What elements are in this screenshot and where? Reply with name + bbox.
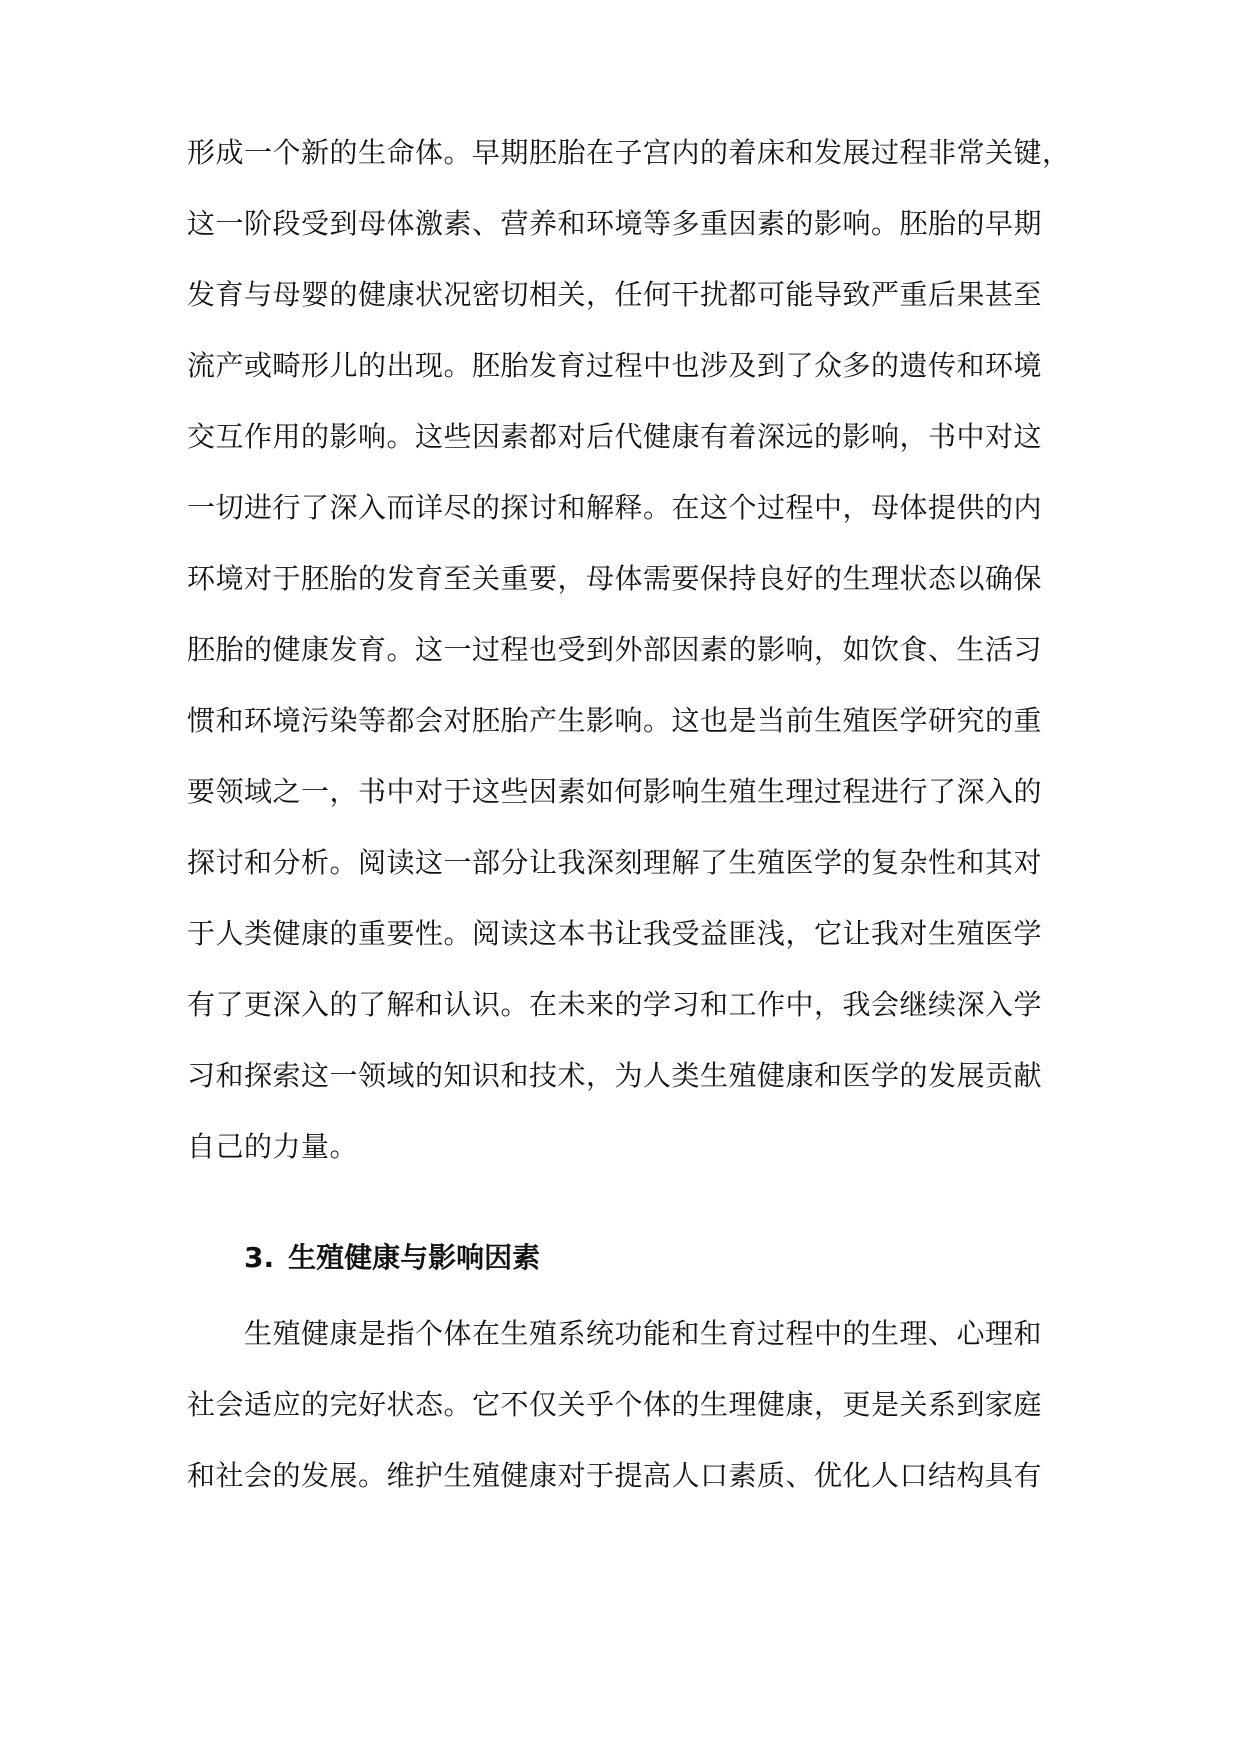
- paragraph-line: 惯和环境污染等都会对胚胎产生影响。这也是当前生殖医学研究的重: [187, 704, 1043, 737]
- section-heading: [244, 1238, 540, 1278]
- paragraph-line: 有了更深入的了解和认识。在未来的学习和工作中，我会继续深入学: [187, 988, 1043, 1021]
- paragraph-line: 生殖健康是指个体在生殖系统功能和生育过程中的生理、心理和: [244, 1317, 1043, 1350]
- paragraph-line: 自己的力量。: [187, 1130, 359, 1163]
- paragraph-line: 一切进行了深入而详尽的探讨和解释。在这个过程中，母体提供的内: [187, 491, 1043, 524]
- paragraph-line: 胚胎的健康发育。这一过程也受到外部因素的影响，如饮食、生活习: [187, 633, 1043, 666]
- paragraph-line: 这一阶段受到母体激素、营养和环境等多重因素的影响。胚胎的早期: [187, 207, 1043, 240]
- paragraph-line: 和社会的发展。维护生殖健康对于提高人口素质、优化人口结构具有: [187, 1459, 1043, 1492]
- paragraph-line: 环境对于胚胎的发育至关重要，母体需要保持良好的生理状态以确保: [187, 562, 1043, 595]
- paragraph-line: 交互作用的影响。这些因素都对后代健康有着深远的影响，书中对这: [187, 420, 1043, 453]
- paragraph-line: 流产或畸形儿的出现。胚胎发育过程中也涉及到了众多的遗传和环境: [187, 349, 1043, 382]
- paragraph-line: 社会适应的完好状态。它不仅关乎个体的生理健康，更是关系到家庭: [187, 1388, 1043, 1421]
- paragraph-line: 发育与母婴的健康状况密切相关，任何干扰都可能导致严重后果甚至: [187, 278, 1043, 311]
- paragraph-line: 形成一个新的生命体。早期胚胎在子宫内的着床和发展过程非常关键，: [187, 136, 1071, 169]
- section-number: 3.: [244, 1241, 275, 1274]
- section-title: 生殖健康与影响因素: [288, 1241, 541, 1274]
- paragraph-line: 习和探索这一领域的知识和技术，为人类生殖健康和医学的发展贡献: [187, 1059, 1043, 1092]
- paragraph-line: 探讨和分析。阅读这一部分让我深刻理解了生殖医学的复杂性和其对: [187, 846, 1043, 879]
- paragraph-line: 于人类健康的重要性。阅读这本书让我受益匪浅，它让我对生殖医学: [187, 917, 1043, 950]
- paragraph-line: 要领域之一，书中对于这些因素如何影响生殖生理过程进行了深入的: [187, 775, 1043, 808]
